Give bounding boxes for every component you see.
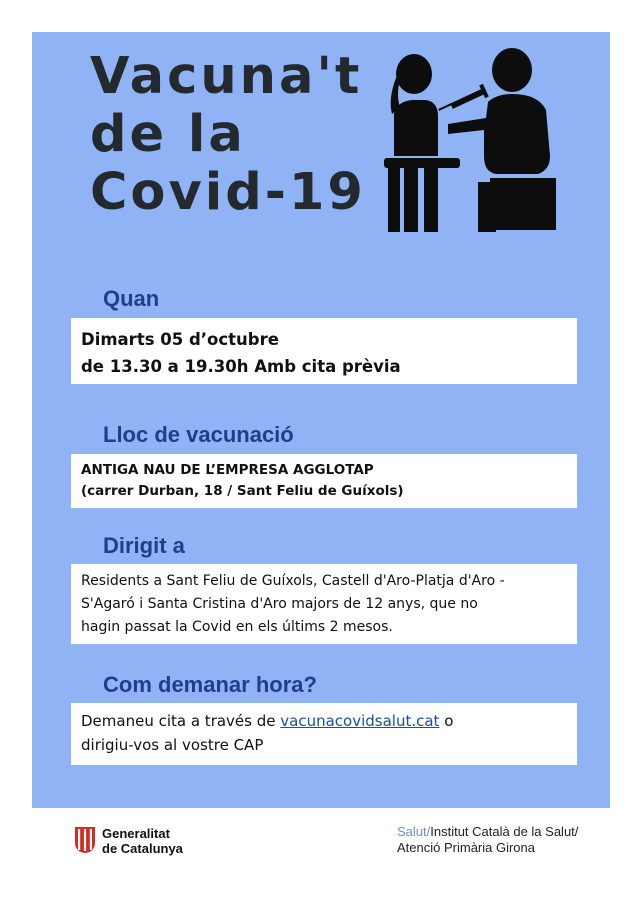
title-line-2: de la — [90, 105, 246, 164]
heading-lloc: Lloc de vacunació — [103, 422, 294, 447]
lloc-address: (carrer Durban, 18 / Sant Feliu de Guíxols) — [81, 483, 404, 499]
hora-suffix: o — [439, 712, 454, 730]
title-line-3: Covid-19 — [90, 163, 366, 222]
generalitat-text — [102, 826, 183, 856]
title-line-1: Vacuna't — [90, 47, 363, 106]
heading-hora: Com demanar hora? — [103, 672, 317, 697]
dirigit-line-1: Residents a Sant Feliu de Guíxols, Castell d'Aro-Platja d'Aro - — [81, 573, 505, 589]
hora-line-1 — [81, 709, 567, 733]
generalitat-line-2: de Catalunya — [102, 841, 183, 856]
box-lloc — [71, 454, 577, 508]
dirigit-line-2: S'Agaró i Santa Cristina d'Aro majors de 12 anys, que no — [81, 596, 478, 612]
heading-dirigit: Dirigit a — [103, 533, 185, 558]
generalitat-line-1: Generalitat — [102, 826, 170, 841]
salut-label: Salut/ — [397, 824, 431, 839]
atencio-label: Atenció Primària Girona — [397, 840, 535, 855]
dirigit-line-3: hagin passat la Covid en els últims 2 mesos. — [81, 619, 393, 635]
hora-prefix: Demaneu cita a través de — [81, 712, 281, 730]
generalitat-logo-icon — [74, 826, 96, 854]
lloc-name: ANTIGA NAU DE L’EMPRESA AGGLOTAP — [81, 462, 374, 478]
box-hora — [71, 703, 577, 765]
quan-time: de 13.30 a 19.30h Amb cita prèvia — [81, 357, 401, 376]
vaccination-pictogram-icon — [378, 44, 560, 236]
hora-line-2: dirigiu-vos al vostre CAP — [81, 736, 264, 754]
box-quan — [71, 318, 577, 384]
quan-date: Dimarts 05 d’octubre — [81, 330, 279, 349]
heading-quan: Quan — [103, 286, 160, 311]
vacunacovidsalut-link[interactable]: vacunacovidsalut.cat — [280, 712, 440, 730]
ics-credit — [397, 824, 578, 856]
poster-title — [90, 48, 366, 222]
ics-line-1 — [397, 824, 578, 840]
institut-label: Institut Català de la Salut/ — [430, 824, 579, 839]
box-dirigit — [71, 564, 577, 644]
